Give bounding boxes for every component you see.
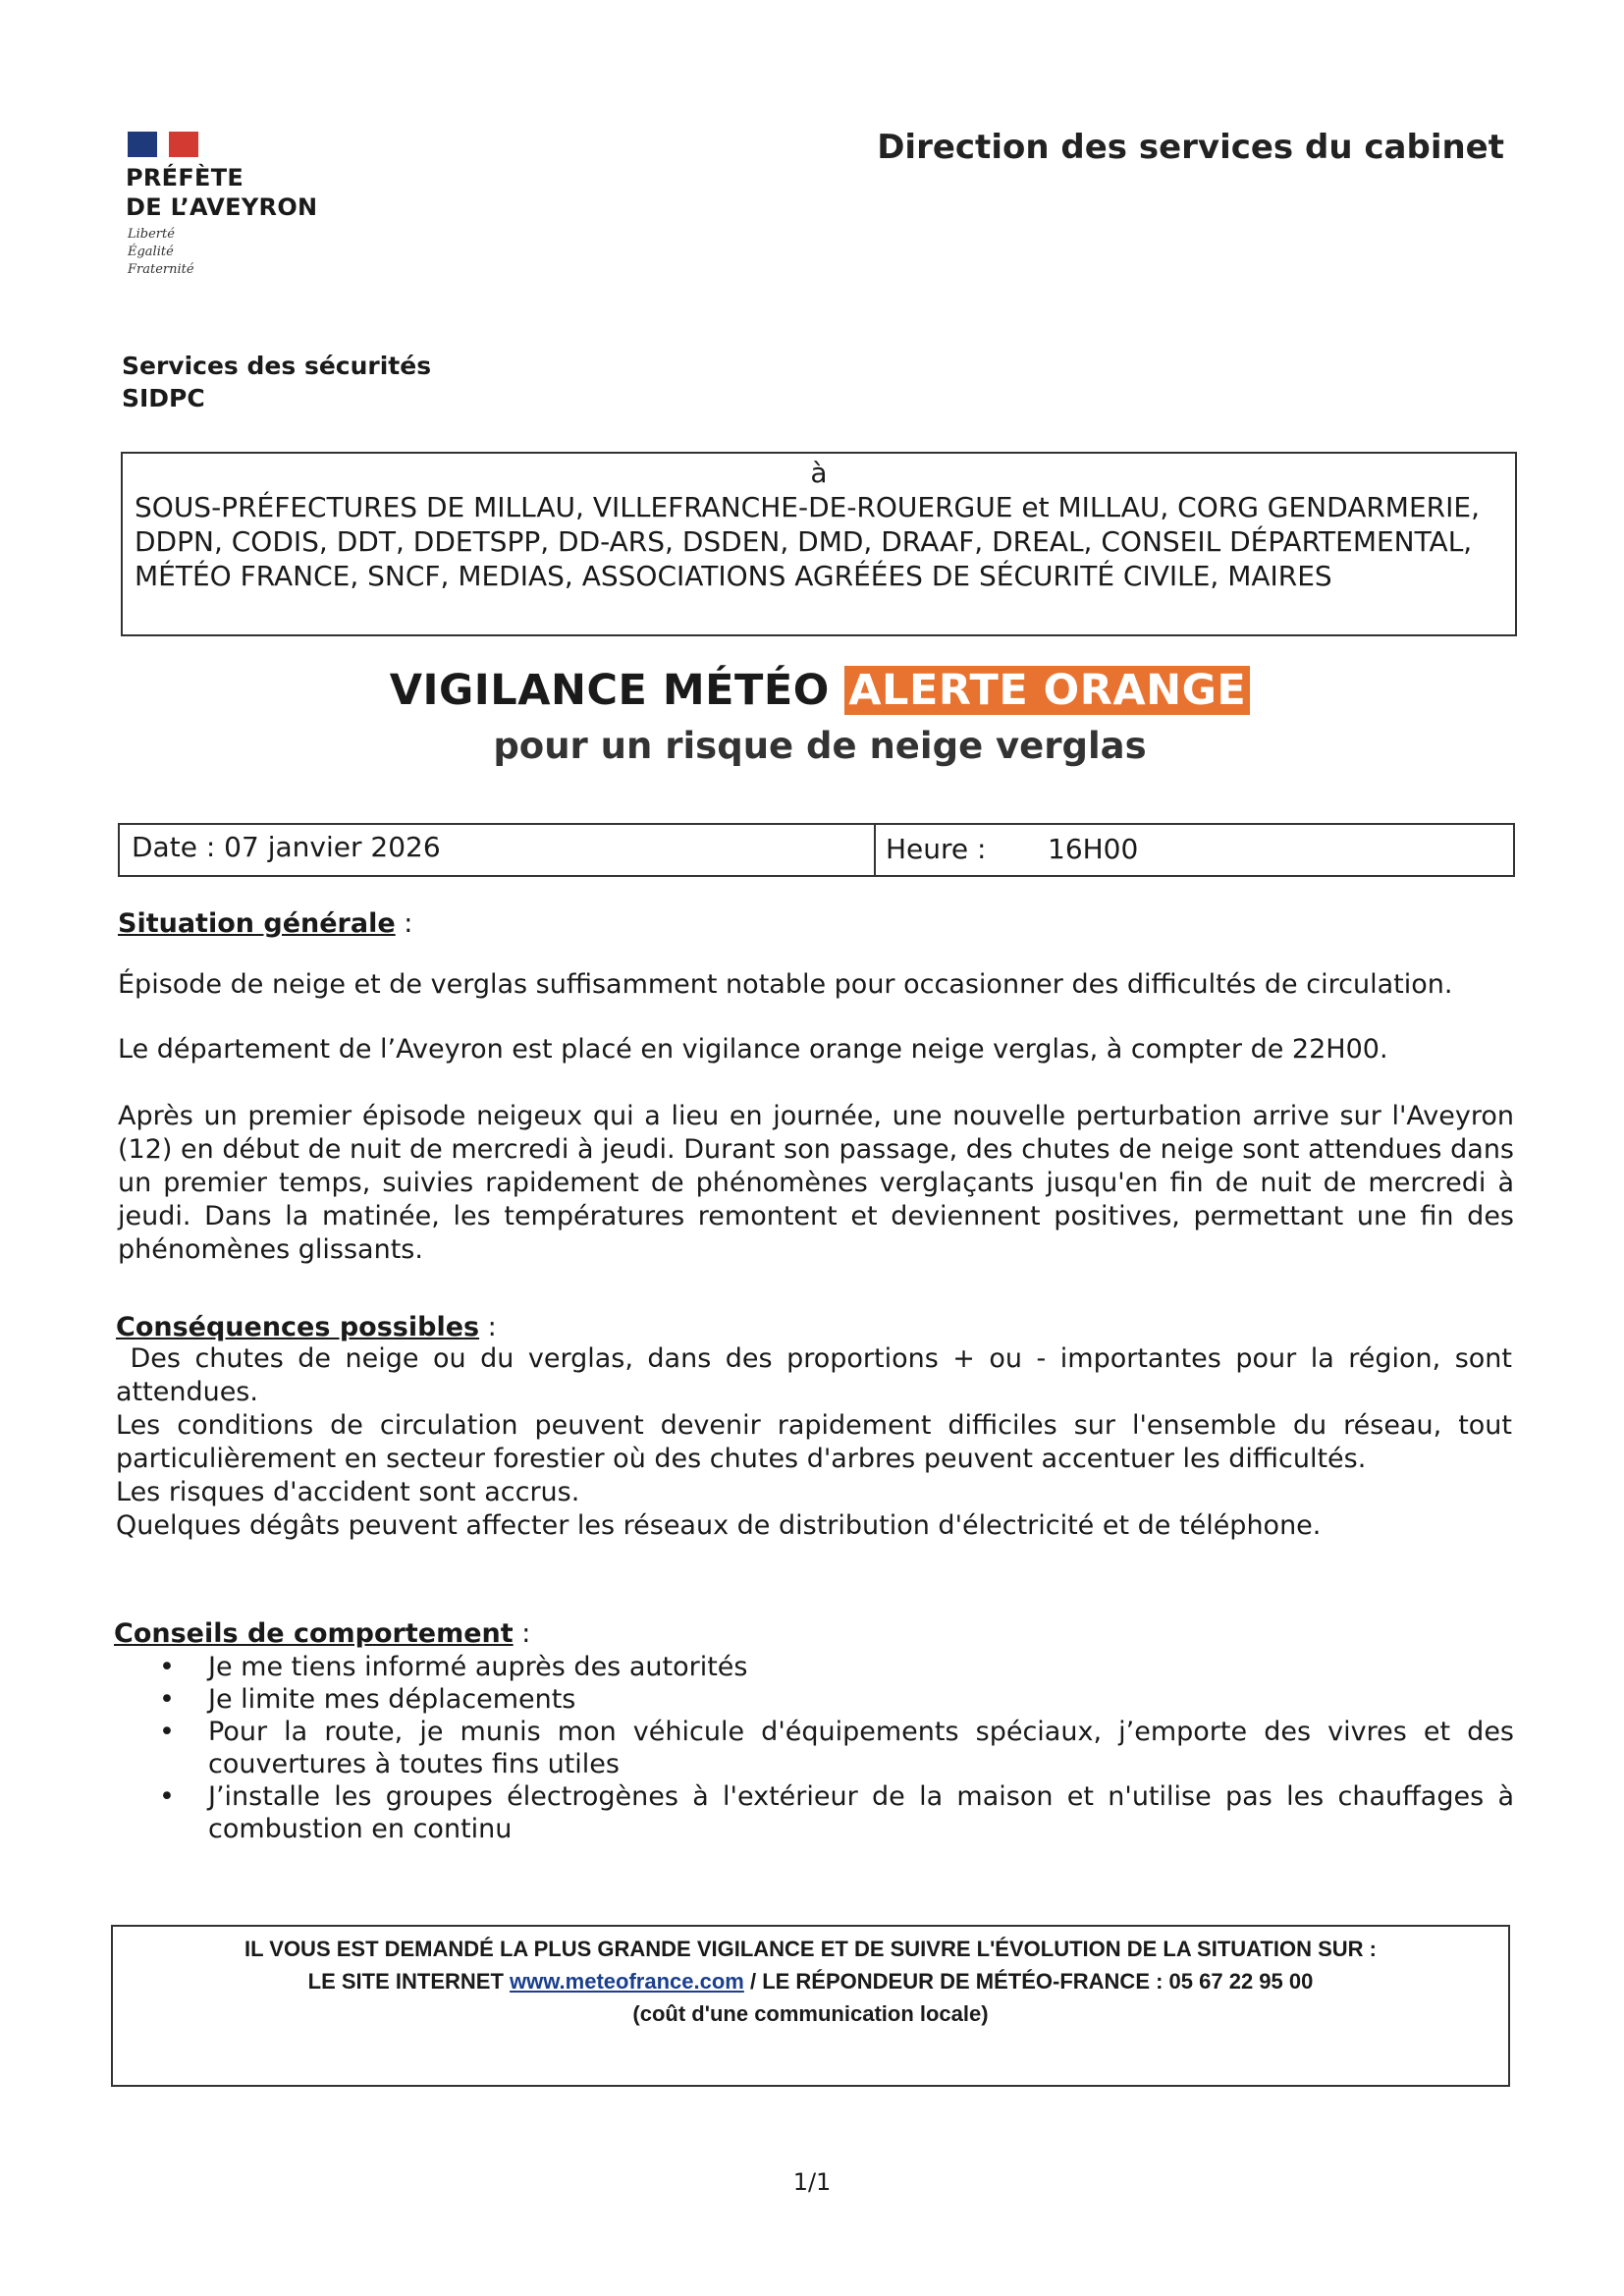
paragraph: Épisode de neige et de verglas suffisamment notable pour occasionner des difficultés de circulation. [118,969,1453,1000]
paragraph: Le département de l’Aveyron est placé en vigilance orange neige verglas, à compter de 22H00. [118,1034,1388,1065]
section-heading: Situation générale [118,908,396,939]
authority-line: DE L’AVEYRON [126,193,318,221]
service-line: SIDPC [122,384,205,412]
paragraph: Les risques d'accident sont accrus. [116,1477,580,1507]
date-label: Date : [132,831,216,863]
list-item: • Je limite mes déplacements [159,1683,1514,1716]
document-title [0,666,1624,715]
situation-section: Situation générale : Épisode de neige et de verglas suffisamment notable pour occasionner des difficultés de circulation. Le département de l’Aveyron est placé en vigilance orange neige verglas, à compter de 22H00. Après un premier épisode neigeux qui a lieu en journée, une nouvelle perturbation arrive sur l'Aveyron (12) en début de nuit de mercredi à jeudi. Durant son passage, des chutes de neige sont attendues dans un premier temps, suivies rapidement de phénomènes verglaçants jusqu'en fin de nuit de mercredi à jeudi. Dans la matinée, les températures remontent et deviennent positives, permettant une fin des phénomènes glissants. [118,908,1514,1265]
conseils-section: Conseils de comportement : • Je me tiens informé auprès des autorités • Je limite mes déplacements • Pour la route, je munis mon véhicule d'équipements spéciaux, j’emporte des vivres et des couvertures à toutes fins utiles • J’installe les groupes électrogènes à l'extérieur de la maison et n'utilise pas les chauffages à combustion en continu [114,1618,1514,1845]
paragraph: Des chutes de neige ou du verglas, dans des proportions + ou - importantes pour la région, sont attendues. [116,1343,1521,1407]
time-label: Heure : [886,833,987,865]
time-value: 16H00 [1048,833,1139,865]
marianne-logo [128,132,198,157]
paragraph: Quelques dégâts peuvent affecter les réseaux de distribution d'électricité et de téléphone. [116,1510,1322,1541]
direction-title: Direction des services du cabinet [877,128,1504,167]
date-cell [120,825,876,875]
authority-line: PRÉFÈTE [126,164,244,191]
motto-line: Fraternité [128,262,194,277]
section-heading: Conseils de comportement [114,1618,514,1649]
time-cell [876,825,1513,875]
list-item: • J’installe les groupes électrogènes à l'extérieur de la maison et n'utilise pas les chauffages à combustion en continu [159,1780,1514,1845]
page-number: 1/1 [792,2168,832,2196]
motto-line: Liberté [128,227,175,242]
meteofrance-link[interactable]: www.meteofrance.com [510,1969,744,1994]
notice-line: IL VOUS EST DEMANDÉ LA PLUS GRANDE VIGILANCE ET DE SUIVRE L'ÉVOLUTION DE LA SITUATION SUR : [244,1937,1377,1961]
list-item: • Pour la route, je munis mon véhicule d'équipements spéciaux, j’emporte des vivres et des couvertures à toutes fins utiles [159,1716,1514,1780]
service-line: Services des sécurités [122,352,432,380]
section-heading: Conséquences possibles [116,1312,480,1342]
consequences-section: Conséquences possibles : Des chutes de neige ou du verglas, dans des proportions + ou - importantes pour la région, sont attendues. Les conditions de circulation peuvent devenir rapidement difficiles sur l'ensemble du réseau, tout particulièrement en secteur forestier où des chutes d'arbres peuvent accentuer les difficultés. Les risques d'accident sont accrus. Quelques dégâts peuvent affecter les réseaux de distribution d'électricité et de téléphone. [116,1312,1521,1541]
notice-line: (coût d'une communication locale) [632,2001,989,2026]
date-value: 07 janvier 2026 [224,831,441,863]
notice-text: / LE RÉPONDEUR DE MÉTÉO-FRANCE : 05 67 22 95 00 [749,1969,1314,1994]
paragraph: Les conditions de circulation peuvent devenir rapidement difficiles sur l'ensemble du réseau, tout particulièrement en secteur forestier où des chutes d'arbres peuvent accentuer les difficultés. [116,1410,1512,1474]
recipients-prefix: à [810,457,828,489]
notice-text: LE SITE INTERNET [307,1969,504,1994]
recipients-box [121,452,1517,636]
date-time-table [118,823,1515,877]
document-subtitle: pour un risque de neige verglas [493,725,1147,767]
motto [128,226,194,279]
service-name [122,350,431,414]
notice-box [111,1925,1510,2087]
list-item: • Je me tiens informé auprès des autorités [159,1651,1514,1683]
paragraph: Après un premier épisode neigeux qui a lieu en journée, une nouvelle perturbation arrive sur l'Aveyron (12) en début de nuit de mercredi à jeudi. Durant son passage, des chutes de neige sont attendues dans un premier temps, suivies rapidement de phénomènes verglaçants jusqu'en fin de nuit de mercredi à jeudi. Dans la matinée, les températures remontent et deviennent positives, permettant une fin des phénomènes glissants. [118,1101,1514,1265]
alert-badge: ALERTE ORANGE [844,666,1250,715]
authority-name [126,163,317,222]
recipients-list: SOUS-PRÉFECTURES DE MILLAU, VILLEFRANCHE-DE-ROUERGUE et MILLAU, CORG GENDARMERIE, DDPN, CODIS, DDT, DDETSPP, DD-ARS, DSDEN, DMD, DRAAF, DREAL, CONSEIL DÉPARTEMENTAL, MÉTÉO FRANCE, SNCF, MEDIAS, ASSOCIATIONS AGRÉÉES DE SÉCURITÉ CIVILE, MAIRES [135,491,1480,592]
title-main: VIGILANCE MÉTÉO [389,666,830,715]
motto-line: Égalité [128,245,174,259]
